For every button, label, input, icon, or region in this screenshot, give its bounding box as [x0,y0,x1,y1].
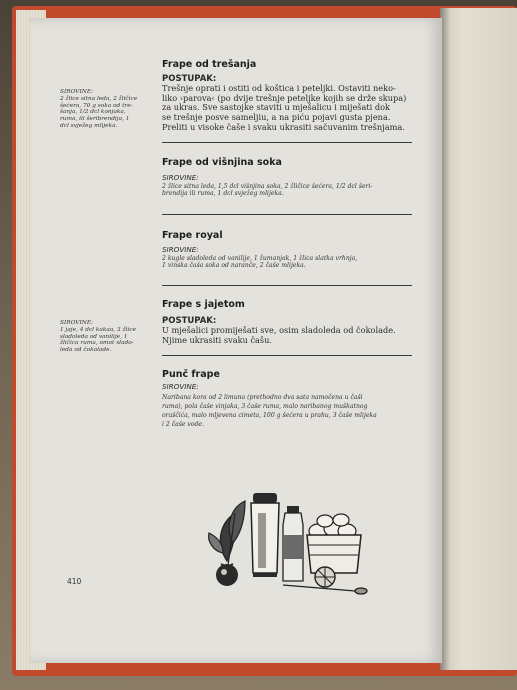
side-line: dcl svježeg mlijeka. [60,123,118,130]
body-line: oraščića, malo mljevena cimeta, 100 g šećera u prahu, 3 čaše mlijeka [162,412,377,420]
recipe-label-egg: POSTUPAK: [162,316,217,326]
leaf-icon [209,501,245,573]
side-line: šanja, 1/2 dcl konjaka, [60,109,126,116]
shaker-icon [251,493,279,577]
body-line: Preliti u visoke čaše i svaku ukrasiti sačuvanim trešnjama. [162,121,405,132]
bottle-icon [283,506,303,581]
recipe-body-royal [162,255,357,269]
body-line: za ukras. Sve sastojke staviti u mješalicu i miješati dok [162,102,391,113]
recipe-title-royal: Frape royal [162,230,223,241]
side-line: ruma, ili šeribrendija, 1 [60,116,130,123]
side-line: žličica ruma, omot slado- [60,340,134,347]
divider [162,142,412,143]
side-line: 2 žlice sitna leda, 2 žličice [60,95,138,102]
lemon-slice-icon [315,567,335,587]
recipe-body-sourcherry [162,183,372,197]
body-line: liko ›parova‹ (po dvije trešnje peteljke kojih se drže skupa) [162,92,407,103]
body-line: se trešnje posve sameljiu, a na piću pojavi gusta pjena. [162,112,391,123]
body-line: Naribana kora od 2 limuna (prethodno dva sata namočena u čaši [162,394,363,401]
side-label: SIROVINE: [60,89,94,95]
recipe-body-punch [162,393,377,430]
body-line: 2 kugle sladoleda od vanilije, 1 žumanjak, 1 žlica slatka vrhnja, [162,255,358,262]
recipe-label-royal: SIROVINE: [162,245,199,254]
recipe-title-egg: Frape s jajetom [162,299,245,310]
divider [162,355,412,356]
body-line: Njime ukrasiti svaku čašu. [162,334,272,345]
side-ingredients-egg [60,320,136,354]
divider [162,285,412,286]
page-number: 410 [67,577,82,586]
book-page [30,18,442,663]
side-label: SIROVINE: [60,320,94,326]
recipe-label-sourcherry: SIROVINE: [162,173,199,182]
egg-bowl-icon [307,514,361,573]
divider [162,214,412,215]
body-line: i 2 čaše vode. [162,421,204,429]
side-line: 1 jaje, 4 dcl kakaa, 3 žlice [60,326,136,333]
recipe-label-cherry: POSTUPAK: [162,74,217,84]
side-line: leda od čokolade. [60,347,112,354]
side-ingredients-cherry [60,89,137,130]
body-line: ruma), pola čaše vinjaka, 3 čaše ruma, malo naribanog muškatnog [162,403,368,411]
page-stack-right [440,8,517,670]
recipe-body-cherry [162,84,406,132]
recipe-title-sourcherry: Frape od višnjina soka [162,157,282,168]
recipe-body-egg [162,326,396,345]
recipe-label-punch: SIROVINE: [162,382,199,391]
drinks-illustration [205,473,385,598]
body-line: brendija ili ruma, 1 dcl svježeg mlijeka. [162,190,284,198]
side-line: šećera, 70 g soka od tre- [60,102,133,109]
body-line: 2 žlice sitna leda, 1,5 dcl višnjina soka, 2 žličice šećera, 1/2 dcl šeri- [162,183,373,190]
body-line: Trešnje oprati i ostiti od koštica i peteljki. Ostaviti neko- [162,83,396,93]
recipe-title-cherry: Frape od trešanja [162,59,257,70]
body-line: 1 vinska čaša soka od naranče, 2 čaše mlijeka. [162,262,306,270]
tomato-icon [216,564,238,586]
body-line: U mješalici promiješati sve, osim sladoleda od čokolade. [162,325,396,335]
recipe-title-punch: Punč frape [162,369,220,380]
side-line: sladoleda od vanilije, 1 [60,333,128,340]
